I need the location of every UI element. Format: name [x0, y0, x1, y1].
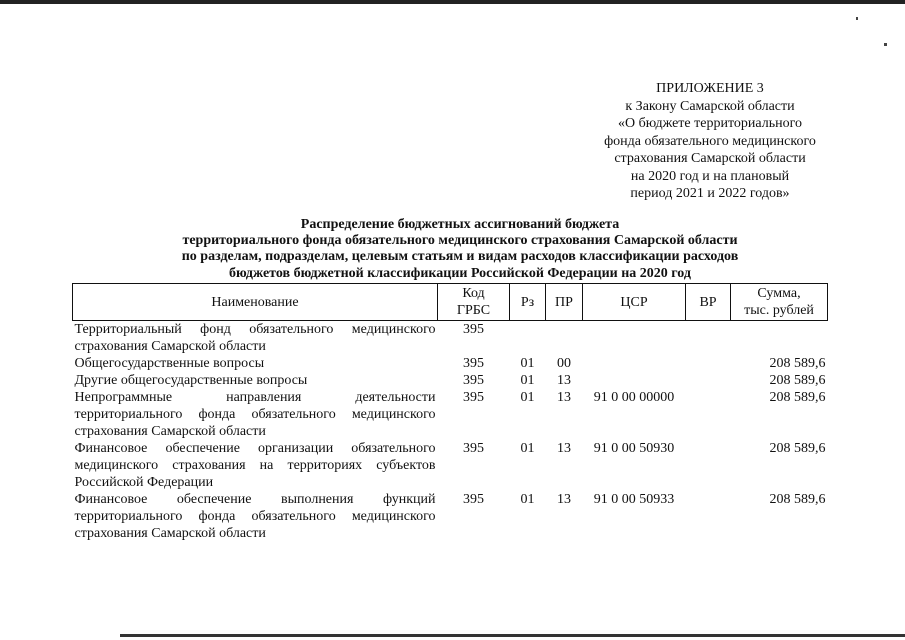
table-row [73, 372, 828, 389]
header-sum-line2: тыс. рублей [744, 303, 814, 318]
row-csr: 91 0 00 00000 [593, 390, 675, 405]
row-csr [583, 355, 686, 372]
row-grbs: 395 [463, 373, 484, 388]
scan-speck [856, 17, 858, 20]
row-csr [583, 372, 686, 389]
row-sum: 208 589,6 [769, 492, 826, 507]
header-vr: ВР [686, 284, 731, 321]
row-rz: 01 [520, 492, 535, 507]
row-csr: 91 0 00 50933 [593, 492, 675, 507]
row-grbs: 395 [463, 441, 484, 456]
header-grbs [438, 284, 510, 321]
table-row [73, 321, 828, 356]
table-row [73, 355, 828, 372]
row-pr: 00 [557, 356, 571, 371]
scan-top-border [0, 0, 905, 4]
row-rz: 01 [520, 390, 535, 405]
row-sum [731, 321, 828, 356]
title-line: Распределение бюджетных ассигнований бюджета [300, 217, 620, 232]
annex-line: фонда обязательного медицинского [604, 133, 816, 149]
table-row [73, 389, 828, 440]
row-sum: 208 589,6 [769, 356, 826, 371]
row-pr [546, 321, 583, 356]
title-line: бюджетов бюджетной классификации Российской Федерации на 2020 год [229, 265, 691, 281]
row-pr: 13 [557, 492, 571, 507]
row-vr [686, 491, 731, 542]
row-sum: 208 589,6 [769, 373, 826, 388]
header-name: Наименование [73, 284, 438, 321]
header-rz: Рз [510, 284, 546, 321]
annex-line: к Закону Самарской области [625, 98, 795, 114]
annex-line: период 2021 и 2022 годов» [630, 186, 790, 201]
table-row [73, 491, 828, 542]
row-vr [686, 440, 731, 491]
row-rz: 01 [520, 373, 535, 388]
annex-header [560, 80, 860, 203]
header-csr: ЦСР [583, 284, 686, 321]
row-grbs: 395 [463, 390, 484, 405]
annex-line: ПРИЛОЖЕНИЕ 3 [656, 81, 764, 96]
row-pr: 13 [557, 373, 571, 388]
row-grbs: 395 [463, 356, 484, 371]
row-sum: 208 589,6 [769, 441, 826, 456]
row-name: Непрограммные направления деятельности территориального фонда обязательного медицинского страхования Самарской области [74, 390, 436, 439]
row-sum: 208 589,6 [769, 390, 826, 405]
row-rz [510, 321, 546, 356]
row-name: Финансовое обеспечение выполнения функций территориального фонда обязательного медицинского страхования Самарской области [74, 492, 436, 541]
row-grbs: 395 [463, 322, 484, 337]
header-grbs-line2: ГРБС [456, 303, 491, 318]
annex-line: «О бюджете территориального [618, 116, 802, 131]
row-pr: 13 [557, 441, 571, 456]
row-vr [686, 355, 731, 372]
header-sum [731, 284, 828, 321]
row-rz: 01 [520, 441, 535, 456]
header-sum-line1: Сумма, [757, 286, 801, 301]
scan-speck [884, 43, 887, 46]
document-title [60, 217, 860, 282]
row-vr [686, 389, 731, 440]
title-line: по разделам, подразделам, целевым статьям и видам расходов классификации расходов [181, 249, 739, 265]
row-vr [686, 372, 731, 389]
row-name: Другие общегосударственные вопросы [74, 373, 308, 388]
header-grbs-line1: Код [462, 286, 485, 301]
scan-bottom-border [120, 634, 905, 637]
annex-line: страхования Самарской области [614, 151, 806, 166]
row-vr [686, 321, 731, 356]
row-name: Территориальный фонд обязательного медицинского страхования Самарской области [74, 322, 436, 354]
annex-line: на 2020 год и на плановый [630, 168, 790, 184]
row-name: Финансовое обеспечение организации обязательного медицинского страхования на территориях субъектов Российской Федерации [74, 441, 436, 490]
header-pr: ПР [546, 284, 583, 321]
row-csr [583, 321, 686, 356]
row-grbs: 395 [463, 492, 484, 507]
row-csr: 91 0 00 50930 [593, 441, 675, 456]
row-pr: 13 [557, 390, 571, 405]
table-header-row [73, 284, 828, 321]
budget-table [72, 283, 828, 542]
row-rz: 01 [520, 356, 535, 371]
table-row [73, 440, 828, 491]
row-name: Общегосударственные вопросы [74, 356, 265, 371]
title-line: территориального фонда обязательного медицинского страхования Самарской области [182, 233, 738, 249]
